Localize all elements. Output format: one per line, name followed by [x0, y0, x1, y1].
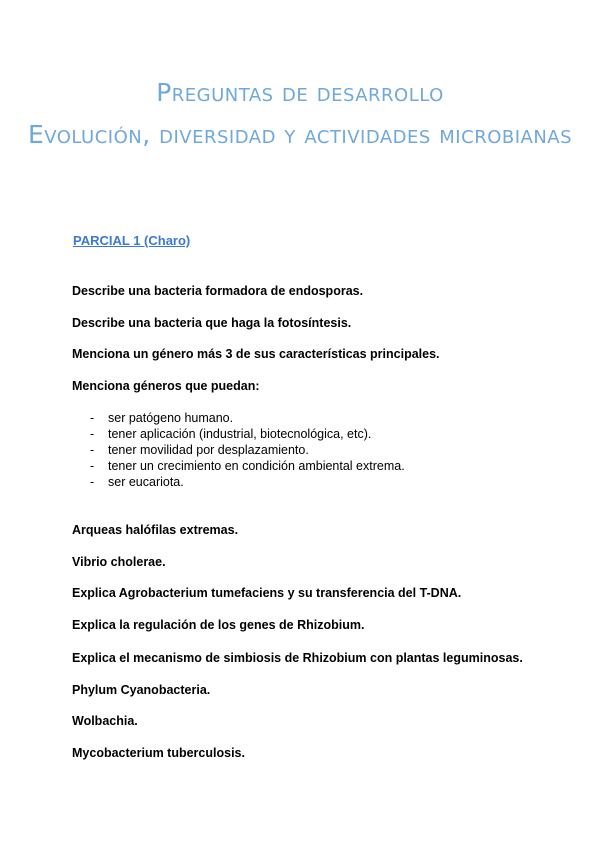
question-endosporas: Describe una bacteria formadora de endosporas. — [72, 284, 364, 298]
list-item-text: tener movilidad por desplazamiento. — [108, 443, 309, 457]
question-mycobacterium: Mycobacterium tuberculosis. — [72, 746, 245, 760]
list-item — [72, 426, 405, 442]
list-item — [72, 458, 405, 474]
question-agrobacterium: Explica Agrobacterium tumefaciens y su transferencia del T-DNA. — [72, 586, 462, 600]
question-rhizobium-genes: Explica la regulación de los genes de Rhizobium. — [72, 618, 365, 632]
section-heading: PARCIAL 1 (Charo) — [73, 233, 191, 248]
bullet-marker: - — [90, 411, 95, 425]
list-item — [72, 442, 405, 458]
question-fotosintesis: Describe una bacteria que haga la fotosíntesis. — [72, 316, 352, 330]
bullet-marker: - — [90, 459, 95, 473]
question-generos-puedan: Menciona géneros que puedan: — [72, 379, 260, 393]
list-item-text: tener aplicación (industrial, biotecnológica, etc). — [108, 427, 372, 441]
bullet-list — [72, 410, 405, 490]
bullet-marker: - — [90, 475, 95, 489]
document-subtitle: Evolución, diversidad y actividades microbianas — [27, 120, 573, 149]
question-cyanobacteria: Phylum Cyanobacteria. — [72, 683, 211, 697]
document-title: Preguntas de desarrollo — [156, 78, 444, 107]
list-item — [72, 410, 405, 426]
question-vibrio: Vibrio cholerae. — [72, 555, 166, 569]
list-item-text: ser patógeno humano. — [108, 411, 234, 425]
question-arqueas: Arqueas halófilas extremas. — [72, 523, 239, 537]
question-rhizobium-simbiosis: Explica el mecanismo de simbiosis de Rhizobium con plantas leguminosas. — [72, 651, 523, 665]
list-item-text: ser eucariota. — [108, 475, 184, 489]
list-item — [72, 474, 405, 490]
question-genero: Menciona un género más 3 de sus características principales. — [72, 347, 440, 361]
question-wolbachia: Wolbachia. — [72, 714, 138, 728]
bullet-marker: - — [90, 443, 95, 457]
bullet-marker: - — [90, 427, 95, 441]
list-item-text: tener un crecimiento en condición ambiental extrema. — [108, 459, 405, 473]
